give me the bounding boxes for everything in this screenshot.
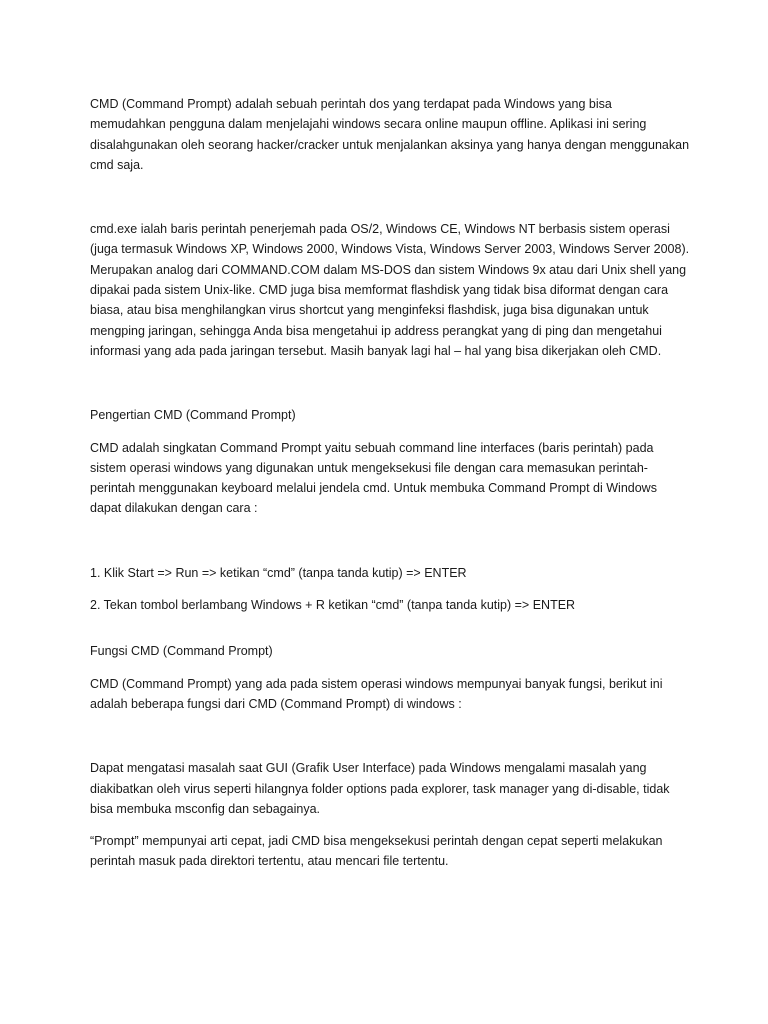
- prompt-meaning-paragraph: “Prompt” mempunyai arti cepat, jadi CMD bisa mengeksekusi perintah dengan cepat seperti melakukan perintah masuk pada direktori tertentu, atau mencari file tertentu.: [90, 834, 663, 869]
- intro-paragraph: CMD (Command Prompt) adalah sebuah perintah dos yang terdapat pada Windows yang bisa memudahkan pengguna dalam menjelajahi windows secara online maupun offline. Aplikasi ini sering disalahgunakan oleh seorang hacker/cracker untuk menjalankan aksinya yang hanya dengan menggunakan cmd saja.: [90, 97, 690, 172]
- cmd-exe-paragraph: cmd.exe ialah baris perintah penerjemah pada OS/2, Windows CE, Windows NT berbasis sistem operasi (juga termasuk Windows XP, Windows 2000, Windows Vista, Windows Server 2003, Windows Server 2008). Merupakan analog dari COMMAND.COM dalam MS-DOS dan sistem Windows 9x atau dari Unix shell yang dipakai pada sistem Unix-like. CMD juga bisa memformat flashdisk yang tidak bisa diformat dengan cara biasa, atau bisa menghilangkan virus shortcut yang menginfeksi flashdisk, juga bisa digunakan untuk mengping jaringan, sehingga Anda bisa mengetahui ip address perangkat yang di ping dan mengetahui informasi yang ada pada jaringan tersebut. Masih banyak lagi hal – hal yang bisa dikerjakan oleh CMD.: [90, 222, 690, 358]
- step-one: 1. Klik Start => Run => ketikan “cmd” (tanpa tanda kutip) => ENTER: [90, 565, 467, 580]
- functions-intro-paragraph: CMD (Command Prompt) yang ada pada sistem operasi windows mempunyai banyak fungsi, berikut ini adalah beberapa fungsi dari CMD (Command Prompt) di windows :: [90, 676, 663, 711]
- heading-fungsi: Fungsi CMD (Command Prompt): [90, 644, 273, 659]
- step-two: 2. Tekan tombol berlambang Windows + R ketikan “cmd” (tanpa tanda kutip) => ENTER: [90, 598, 576, 613]
- heading-pengertian: Pengertian CMD (Command Prompt): [90, 408, 296, 423]
- definition-paragraph: CMD adalah singkatan Command Prompt yaitu sebuah command line interfaces (baris perintah) pada sistem operasi windows yang digunakan untuk mengeksekusi file dengan cara memasukan perintah-perintah menggunakan keyboard melalui jendela cmd. Untuk membuka Command Prompt di Windows dapat dilakukan dengan cara :: [90, 440, 657, 516]
- gui-issue-paragraph: Dapat mengatasi masalah saat GUI (Grafik User Interface) pada Windows mengalami masalah yang diakibatkan oleh virus seperti hilangnya folder options pada explorer, task manager yang di-disable, tidak bisa membuka msconfig dan sebagainya.: [90, 761, 670, 816]
- document-body: [90, 94, 690, 872]
